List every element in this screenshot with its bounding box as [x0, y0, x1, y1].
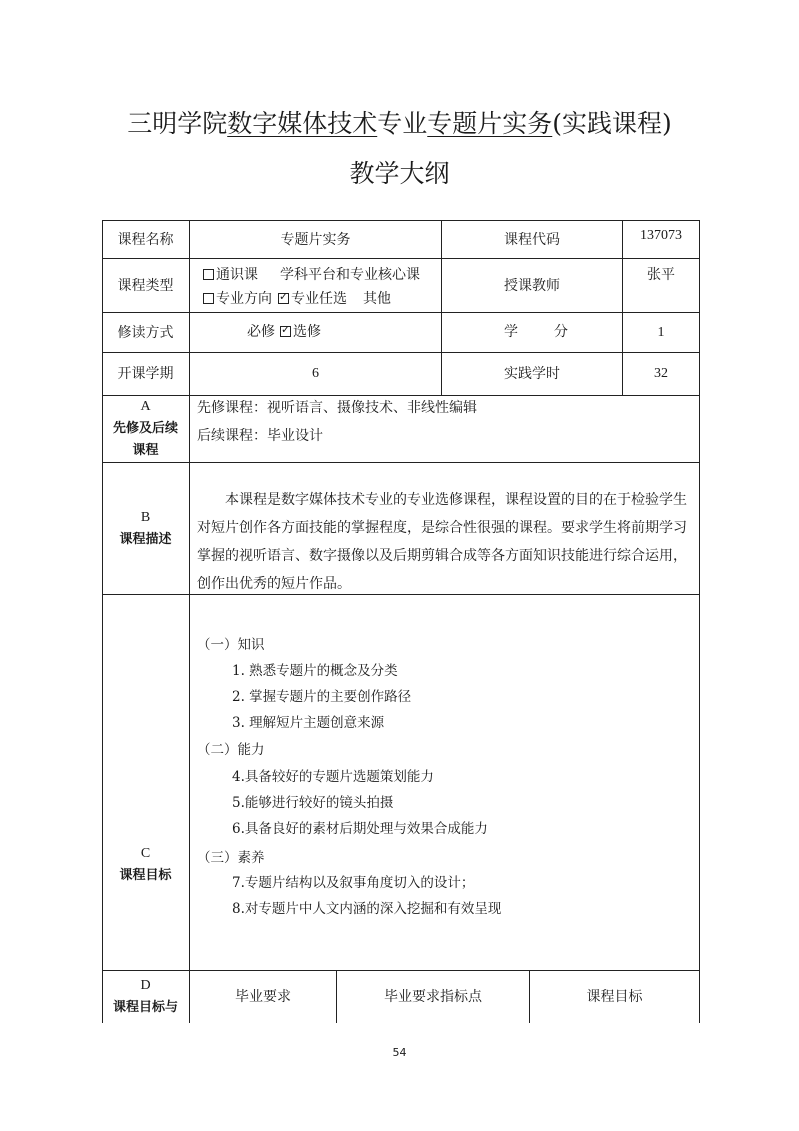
teacher-label: 授课教师 [504, 277, 560, 294]
credit-label-1: 学 [504, 324, 518, 340]
page-number: 54 [392, 1046, 407, 1059]
credit-label-2: 分 [554, 324, 568, 340]
practice-hours-value: 32 [654, 366, 668, 381]
semester-label: 开课学期 [117, 366, 174, 382]
section-c-label-text: 课程目标 [119, 868, 172, 883]
goal-item: 1. 熟悉专题片的概念及分类 [232, 663, 398, 679]
section-d-label-text: 课程目标与 [112, 1000, 178, 1015]
section-c-label [102, 830, 189, 900]
goal-heading-ability: （二）能力 [197, 742, 265, 758]
document-title [0, 106, 799, 142]
course-code-value: 137073 [640, 228, 682, 243]
credit-label [504, 322, 568, 342]
type-core: 学科平台和专业核心课 [280, 267, 420, 283]
goal-item: 8.对专题片中人文内涵的深入挖掘和有效呈现 [232, 901, 502, 917]
course-description: 本课程是数字媒体技术专业的专业选修课程，课程设置的目的在于检验学生对短片创作各方面技能的掌握程度，是综合性很强的课程。要求学生将前期学习掌握的视听语言、数字摄像以及后期剪辑合成等各方面知识技能进行综合运用，创作出优秀的短片作品。 [197, 492, 687, 592]
goal-item: 2. 掌握专题片的主要创作路径 [232, 689, 412, 705]
general-checkbox[interactable] [203, 269, 214, 280]
requirement-indicator-header: 毕业要求指标点 [384, 989, 482, 1005]
course-code-label: 课程代码 [504, 231, 560, 248]
goal-heading-literacy: （三）素养 [197, 850, 265, 866]
title-mid: 专业 [377, 109, 428, 138]
section-b-letter: B [140, 509, 151, 525]
teacher-value: 张平 [647, 267, 675, 283]
direction-checkbox[interactable] [203, 293, 214, 304]
prerequisite-courses: 先修课程：视听语言、摄像技术、非线性编辑 [197, 400, 477, 416]
document-subtitle: 教学大纲 [349, 159, 450, 188]
type-general: 通识课 [216, 267, 258, 283]
course-name-value: 专题片实务 [280, 231, 351, 248]
mode-required: 必修 [247, 324, 275, 340]
elective-checkbox-checked[interactable] [278, 293, 289, 304]
type-other: 其他 [363, 291, 391, 307]
practice-hours-label: 实践学时 [504, 366, 560, 382]
course-name-label: 课程名称 [117, 231, 174, 248]
section-b-label [102, 463, 189, 594]
goal-item: 5.能够进行较好的镜头拍摄 [232, 795, 394, 811]
type-elective: 专业任选 [291, 291, 347, 307]
elective-mode-checkbox-checked[interactable] [280, 326, 291, 337]
study-mode-label: 修读方式 [117, 324, 174, 341]
section-a-label-1: 先修及后续 [112, 421, 178, 436]
study-mode-value [247, 322, 321, 342]
section-a-label [102, 396, 189, 462]
semester-value: 6 [312, 366, 319, 381]
goal-item: 6.具备良好的素材后期处理与效果合成能力 [232, 821, 488, 837]
type-direction: 专业方向 [216, 291, 272, 307]
section-a-letter: A [140, 399, 151, 414]
mode-elective: 选修 [293, 324, 321, 340]
goal-item: 4.具备较好的专题片选题策划能力 [232, 769, 434, 785]
section-c-letter: C [140, 846, 151, 861]
title-prefix: 三明学院 [127, 109, 228, 138]
course-type-line-2 [203, 289, 391, 309]
goal-item: 3. 理解短片主题创意来源 [232, 715, 385, 731]
goal-item: 7.专题片结构以及叙事角度切入的设计； [232, 875, 475, 891]
title-major: 数字媒体技术 [227, 109, 378, 138]
goal-heading-knowledge: （一）知识 [197, 637, 265, 653]
title-course: 专题片实务 [427, 109, 553, 138]
title-suffix: (实践课程) [552, 109, 672, 138]
course-goal-header: 课程目标 [586, 989, 643, 1005]
course-type-label: 课程类型 [117, 277, 174, 294]
graduation-requirement-header: 毕业要求 [235, 989, 291, 1005]
section-d-letter: D [140, 978, 151, 993]
course-type-line-1 [203, 265, 420, 285]
section-d-label [102, 975, 189, 1019]
follow-up-courses: 后续课程：毕业设计 [197, 428, 323, 444]
section-b-label-text: 课程描述 [119, 531, 172, 547]
credit-value: 1 [657, 324, 665, 340]
section-a-label-2: 课程 [132, 443, 159, 458]
